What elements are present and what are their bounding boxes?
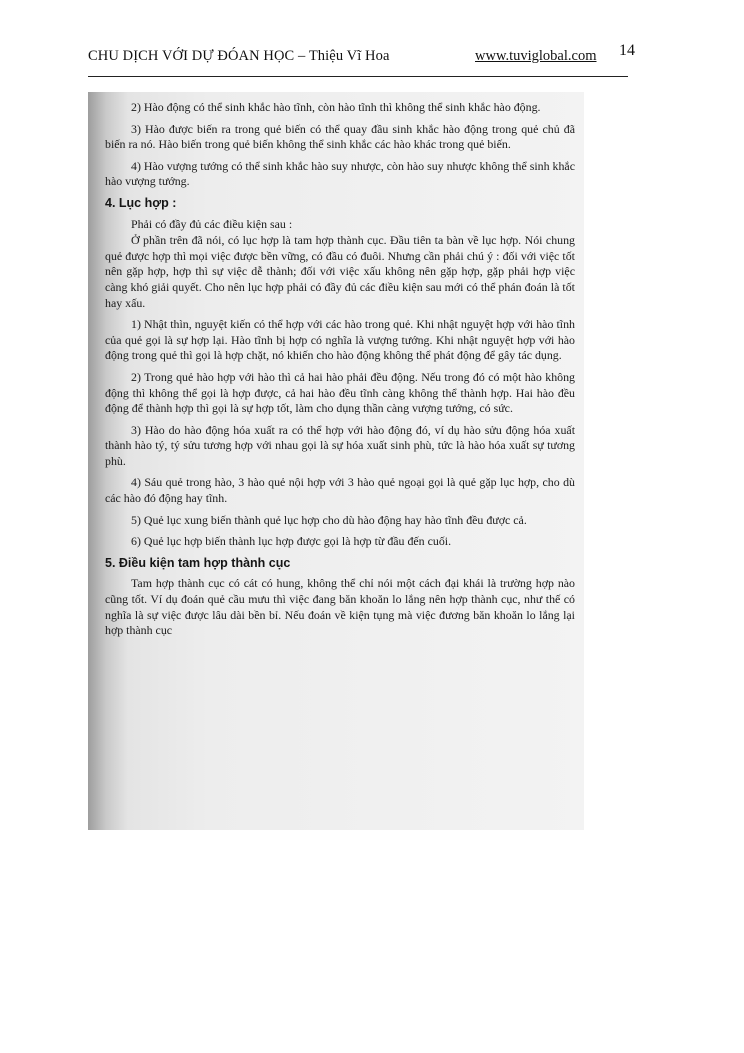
- intro-item-3: 3) Hào được biến ra trong quẻ biến có thể quay đầu sinh khắc hào động trong quẻ chủ đã biến ra nó. Hào biến trong quẻ biến không thể sinh khắc các hào khác trong quẻ biến.: [105, 121, 575, 152]
- scanned-page-image: [88, 92, 584, 830]
- scanned-text-body: [105, 100, 575, 645]
- header-url-link[interactable]: www.tuviglobal.com: [475, 48, 597, 64]
- intro-item-2: 2) Hào động có thể sinh khắc hào tĩnh, còn hào tĩnh thì không thể sinh khắc hào động.: [131, 100, 541, 114]
- section-4-item-1: 1) Nhật thìn, nguyệt kiến có thể hợp với các hào trong quẻ. Khi nhật nguyệt hợp với hào tĩnh của quẻ gọi là sự hợp lại. Hào tĩnh bị hợp có nghĩa là vượng tướng. Khi nhật nguyệt hợp với hào động trong quẻ thì gọi là hợp chặt, nó khiến cho hào động không thể phát động để gây tác dụng.: [105, 317, 575, 363]
- section-4-heading: 4. Lục hợp :: [105, 195, 177, 210]
- header-title: CHU DỊCH VỚI DỰ ĐÓAN HỌC – Thiệu Vĩ Hoa: [88, 48, 390, 64]
- section-5-paragraph: Tam hợp thành cục có cát có hung, không thể chỉ nói một cách đại khái là trường hợp nào cũng tốt. Ví dụ đoán quẻ cầu mưu thì việc đang băn khoăn lo lắng nên hợp thành cục, như thế có nghĩa là sự việc được lâu dài bền bỉ. Nếu đoán về kiện tụng mà việc đương băn khoăn lo lắng lại hợp thành cục: [105, 576, 575, 638]
- page-number: 14: [619, 42, 635, 59]
- intro-item-4: 4) Hào vượng tướng có thể sinh khắc hào suy nhược, còn hào suy nhược không thể sinh khắc hào vượng tướng.: [105, 158, 575, 189]
- section-4-item-2: 2) Trong quẻ hào hợp với hào thì cả hai hào phải đều động. Nếu trong đó có một hào không động thì không thể gọi là hợp được, cả hai hào đều tĩnh càng không thể thành hợp. Hai hào đều động để thành hợp thì gọi là sự hợp tốt, làm cho dụng thần càng vượng tướng, có sức.: [105, 369, 575, 416]
- section-4-lead: Phải có đầy đủ các điều kiện sau :: [131, 216, 293, 231]
- page-header: [88, 38, 635, 77]
- section-4-paragraph: Ở phần trên đã nói, có lục hợp là tam hợp thành cục. Đầu tiên ta bàn về lục hợp. Nói chung quẻ được hợp thì mọi việc được bền vững, có đầu có đuôi. Nhưng cần phải chú ý : đối với việc tốt nên gặp hợp, hợp thì sự việc dễ thành; đối với việc xấu không nên gặp hợp, gặp phải hợp việc càng khó giải quyết. Cho nên lục hợp phải có đầy đủ các điều kiện sau mới có thể phán đoán là tốt hay xấu.: [105, 233, 575, 310]
- section-4-item-6: 6) Quẻ lục hợp biến thành lục hợp được gọi là hợp từ đầu đến cuối.: [131, 534, 452, 549]
- section-4-item-4: 4) Sáu quẻ trong hào, 3 hào quẻ nội hợp với 3 hào quẻ ngoại gọi là quẻ gặp lục hợp, cho dù các hào đó động hay tĩnh.: [105, 475, 575, 506]
- section-4-item-3: 3) Hào do hào động hóa xuất ra có thể hợp với hào động đó, ví dụ hào sửu động hóa xuất thành hào tý, tý sửu tương hợp với nhau gọi là sự hóa xuất sinh phù, tức là hào hóa xuất sự tương phù.: [105, 422, 575, 468]
- section-5-heading: 5. Điều kiện tam hợp thành cục: [105, 555, 291, 570]
- section-4-item-5: 5) Quẻ lục xung biến thành quẻ lục hợp cho dù hào động hay hào tĩnh đều được cả.: [131, 512, 527, 527]
